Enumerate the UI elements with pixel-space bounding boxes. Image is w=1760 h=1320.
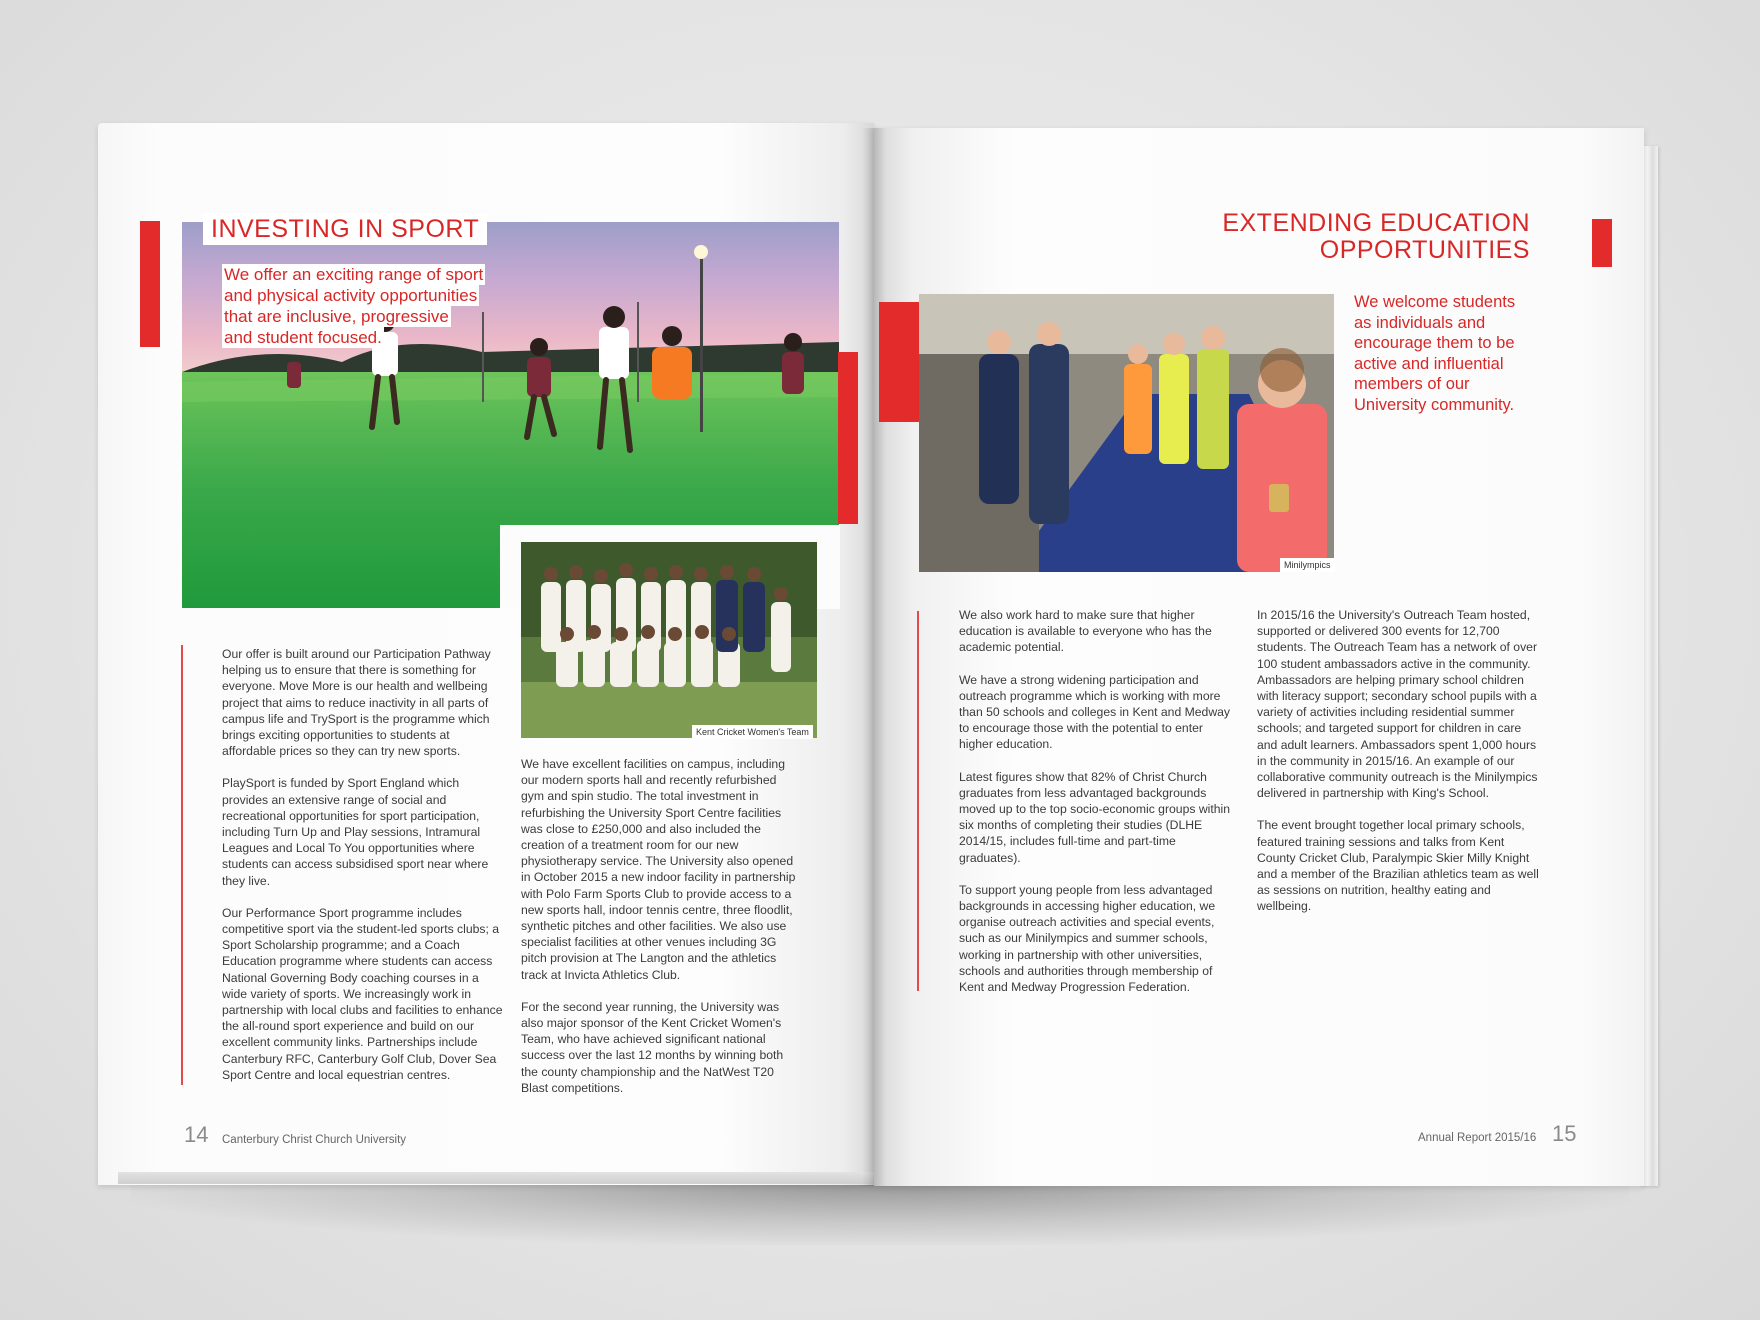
cricket-illustration: [521, 542, 817, 738]
photo-caption: Kent Cricket Women's Team: [692, 725, 813, 739]
page-number: 14: [184, 1122, 209, 1147]
paragraph: In 2015/16 the University's Outreach Team hosted, supported or delivered 300 events for 12,700 students. The Outreach Team has a network of over 100 student ambassadors active in the community. Ambassadors are helping primary school children with literacy support; secondary school pupils with a variety of activities including residential summer schools; and targeted support for children in care and adult learners. Ambassadors spent 1,000 hours in the community in 2015/16. An example of our collaborative community outreach is the Minilympics delivered in partnership with King's School.: [1257, 608, 1538, 801]
column-rule: [181, 645, 183, 1085]
intro-line: encourage them to be: [1354, 334, 1515, 352]
intro-line: We welcome students: [1354, 293, 1516, 311]
paragraph: We have a strong widening participation and outreach programme which is working with more than 50 schools and colleges in Kent and Medway to encourage those with the potential to enter higher education.: [959, 672, 1231, 752]
paragraph: For the second year running, the University was also major sponsor of the Kent Cricket Women's Team, who have achieved significant national success over the last 12 months by winning both the county championship and the NatWest T20 Blast competitions.: [521, 999, 784, 1095]
minilympics-illustration: [919, 294, 1334, 572]
footer-text: Canterbury Christ Church University: [222, 1134, 407, 1146]
intro-line: and physical activity opportunities: [224, 286, 478, 305]
left-column-1: [222, 646, 504, 1099]
paragraph: PlaySport is funded by Sport England which provides an extensive range of social and recreational opportunities for sport participation, including Turn Up and Play sessions, Intramural Leagues and Local To You opportunities where students can access subsidised sport near where they live.: [222, 776, 489, 888]
paragraph: Latest figures show that 82% of Christ Church graduates from less advantaged backgrounds moved up to the top socio-economic groups within six months of completing their studies (DLHE 2014/15, includes full-time and part-time graduates).: [959, 769, 1230, 865]
paragraph: Our Performance Sport programme includes competitive sport via the student-led sports clubs; a Sport Scholarship programme; and a Coach Education programme where students can access National Governing Body coaching courses in a wide variety of sports. We increasingly work in partnership with local clubs and facilities to enhance the all-round sport experience and build on our excellent community links. Partnerships include Canterbury RFC, Canterbury Golf Club, Dover Sea Sport Centre and local equestrian centres.: [222, 905, 503, 1082]
column-rule: [917, 611, 919, 991]
red-accent-bar: [879, 302, 921, 422]
intro-line: University community.: [1354, 395, 1515, 414]
intro-line: We offer an exciting range of sport: [224, 265, 484, 284]
paragraph: The event brought together local primary schools, featured training sessions and talks from Kent County Cricket Club, Paralympic Skier Milly Knight and a member of the Brazilian athletics team as well as sessions on nutrition, healthy eating and wellbeing.: [1257, 818, 1539, 914]
cricket-team-photo: [521, 542, 817, 738]
red-accent-bar: [838, 352, 858, 524]
book-spine: [862, 128, 886, 1186]
page-title: INVESTING IN SPORT: [211, 215, 480, 243]
intro-line: and student focused.: [224, 328, 382, 347]
red-accent-bar: [140, 221, 160, 347]
intro-block: [1354, 292, 1554, 415]
heading-box: [203, 213, 487, 245]
page-title-line-2: OPPORTUNITIES: [1319, 236, 1530, 264]
red-accent-bar: [1592, 219, 1612, 267]
photo-caption: Minilympics: [1280, 558, 1335, 572]
minilympics-photo: [919, 294, 1334, 572]
footer-text: Annual Report 2015/16: [1418, 1132, 1537, 1144]
intro-line: that are inclusive, progressive: [224, 307, 449, 326]
right-column-1: [959, 607, 1239, 1011]
heading-block: [1120, 210, 1530, 264]
paragraph: To support young people from less advantaged backgrounds in accessing higher education, we organise outreach activities and special events, such as our Minilympics and summer schools, working in partnership with other universities, schools and authorities through membership of Kent and Medway Progression Federation.: [959, 882, 1216, 995]
paragraph: We also work hard to make sure that higher education is available to everyone who has the academic potential.: [959, 608, 1212, 655]
page-number: 15: [1552, 1121, 1577, 1146]
page-stack-bottom: [118, 1172, 874, 1184]
paragraph: Our offer is built around our Participation Pathway helping us to ensure that there is something for everyone. Move More is our health and wellbeing project that aims to reduce inactivity in all parts of campus life and TrySport is the programme which brings exciting opportunities to students at affordable prices so they can try new sports.: [222, 647, 491, 759]
intro-block: [222, 264, 485, 348]
intro-line: active and influential: [1354, 354, 1504, 373]
right-column-2: [1257, 607, 1539, 931]
page-title: EXTENDING EDUCATION: [1222, 209, 1530, 237]
intro-line: as individuals and: [1354, 313, 1486, 332]
paragraph: We have excellent facilities on campus, including our modern sports hall and recently refurbished gym and spin studio. The total investment in refurbishing the University Sport Centre facilities was close to £250,000 and also included the creation of a treatment room for our new physiotherapy service. The University also opened in October 2015 a new indoor facility in partnership with Polo Farm Sports Club to provide access to a new sports hall, indoor tennis centre, three floodlit, synthetic pitches and other facilities. We also use specialist facilities at other venues including 3G pitch provision at The Langton and the athletics track at Invicta Athletics Club.: [521, 757, 796, 982]
left-column-2: [521, 756, 801, 1112]
intro-line: members of our: [1354, 375, 1470, 393]
